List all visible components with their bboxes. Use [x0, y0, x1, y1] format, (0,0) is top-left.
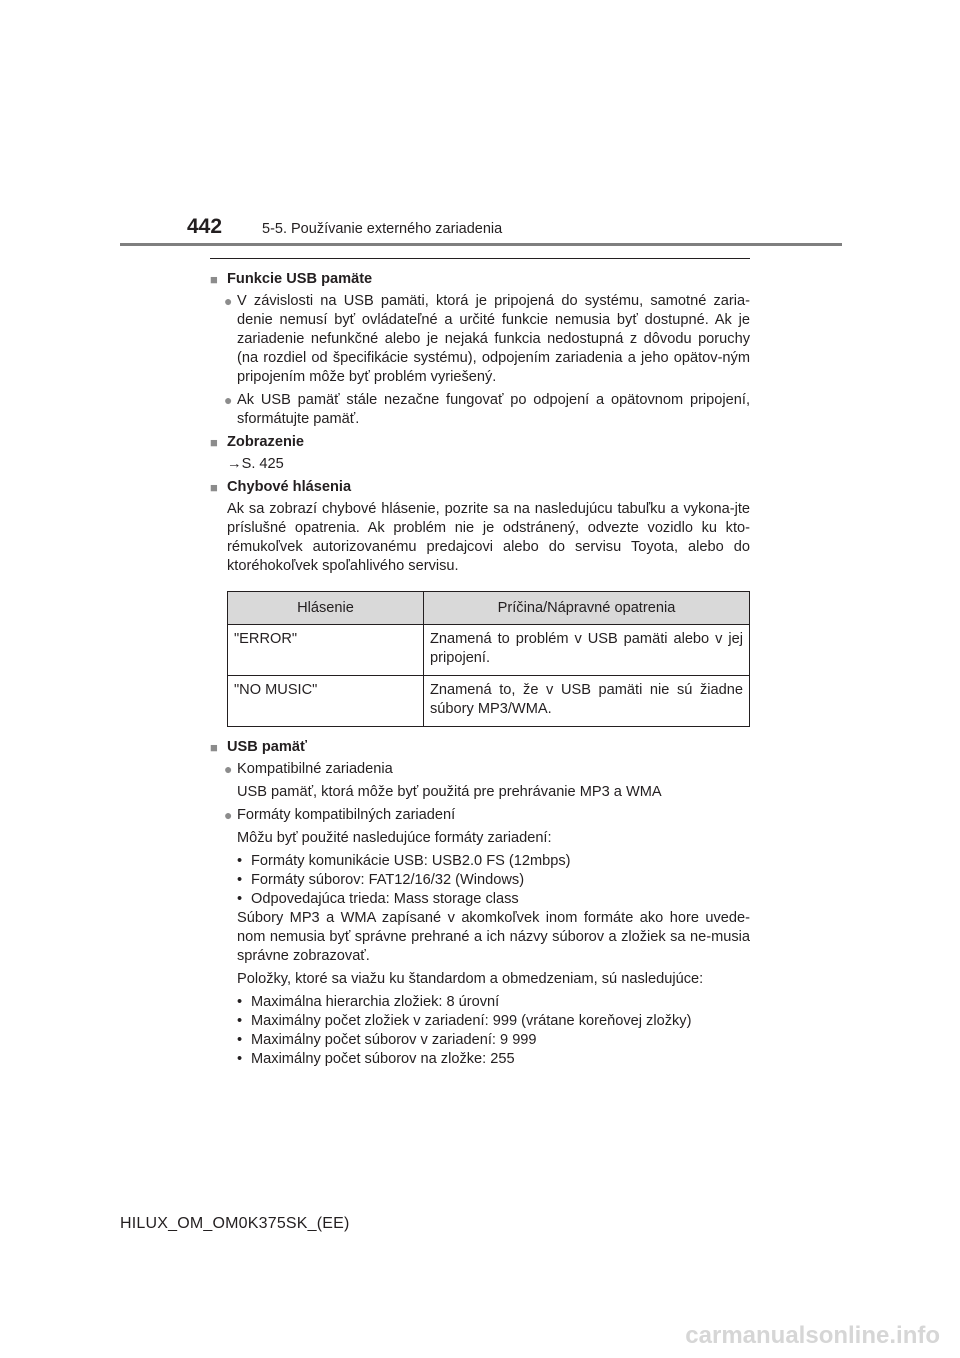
- list-item: [210, 890, 750, 909]
- table-cell: Znamená to problém v USB pamäti alebo v jej pripojení.: [424, 625, 750, 676]
- heading-text: Chybové hlásenia: [227, 479, 352, 495]
- page-content: [210, 266, 750, 1069]
- table-row: [228, 625, 750, 676]
- list-item: [210, 391, 750, 429]
- dot-bullet-icon: ●: [224, 761, 233, 777]
- table-cell: "NO MUSIC": [228, 676, 424, 727]
- list-item-text: Maximálna hierarchia zložiek: 8 úrovní: [251, 994, 500, 1010]
- document-code: HILUX_OM_OM0K375SK_(EE): [120, 1215, 350, 1232]
- error-messages-table: [227, 591, 750, 727]
- list-item: [210, 806, 750, 825]
- bullet-text: Kompatibilné zariadenia: [237, 761, 393, 777]
- bullet-mark: •: [237, 1051, 243, 1067]
- square-bullet-icon: ■: [210, 435, 218, 450]
- dot-bullet-icon: ●: [224, 807, 233, 823]
- list-item: [210, 871, 750, 890]
- page-reference: →S. 425: [227, 456, 284, 472]
- table-cell: "ERROR": [228, 625, 424, 676]
- compatible-text: USB pamäť, ktorá môže byť použitá pre prehrávanie MP3 a WMA: [237, 784, 662, 800]
- header-rule: [120, 243, 842, 246]
- formats-note: Súbory MP3 a WMA zapísané v akomkoľvek inom formáte ako hore uvede-nom nemusia byť správne prehrané a ich názvy súborov a zložiek sa ne-musia správne zobrazovať.: [237, 910, 750, 964]
- heading-text: USB pamäť: [227, 739, 307, 755]
- dot-bullet-icon: ●: [224, 293, 233, 309]
- bullet-mark: •: [237, 994, 243, 1010]
- list-item-text: Maximálny počet zložiek v zariadení: 999 (vrátane koreňovej zložky): [251, 1013, 692, 1029]
- square-bullet-icon: ■: [210, 272, 218, 287]
- list-item: [210, 993, 750, 1012]
- bullet-text: V závislosti na USB pamäti, ktorá je pripojená do systému, samotné zaria-denie nemusí byť ovládateľné a určité funkcie nemusia byť dostupné. Ak je zariadenie nefunkčné alebo je nejaká funkcia nedostupná z dôvodu poruchy (na rozdiel od špecifikácie systému), odpojením zariadenia a jeho opätov-ným pripojením môže byť problém vyriešený.: [237, 293, 750, 385]
- heading-usb-memory: [210, 738, 750, 757]
- errors-paragraph: Ak sa zobrazí chybové hlásenie, pozrite sa na nasledujúcu tabuľku a vykona-jte príslušné opatrenia. Ak problém nie je odstránený, odvezte vozidlo ku kto-rémukoľvek autorizovanému predajcovi alebo do servisu Toyota, alebo do ktoréhokoľvek spoľahlivého servisu.: [227, 501, 750, 574]
- watermark: carmanualsonline.info: [685, 1322, 940, 1349]
- list-item: [210, 1050, 750, 1069]
- list-item-text: Maximálny počet súborov v zariadení: 9 999: [251, 1032, 537, 1048]
- list-item: [210, 1031, 750, 1050]
- content-rule: [210, 258, 750, 259]
- table-cell: Znamená to, že v USB pamäti nie sú žiadne súbory MP3/WMA.: [424, 676, 750, 727]
- heading-usb-functions: [210, 270, 750, 289]
- bullet-mark: •: [237, 853, 243, 869]
- limits-intro: Položky, ktoré sa viažu ku štandardom a obmedzeniam, sú nasledujúce:: [237, 971, 704, 987]
- bullet-mark: •: [237, 1032, 243, 1048]
- bullet-mark: •: [237, 872, 243, 888]
- section-title: 5-5. Používanie externého zariadenia: [262, 221, 503, 237]
- list-item: [210, 760, 750, 779]
- dot-bullet-icon: ●: [224, 392, 233, 408]
- bullet-mark: •: [237, 1013, 243, 1029]
- bullet-text: Formáty kompatibilných zariadení: [237, 807, 456, 823]
- square-bullet-icon: ■: [210, 740, 218, 755]
- heading-text: Zobrazenie: [227, 434, 305, 450]
- list-item: [210, 1012, 750, 1031]
- heading-errors: [210, 478, 750, 497]
- heading-text: Funkcie USB pamäte: [227, 271, 373, 287]
- heading-display: [210, 433, 750, 452]
- page-number: 442: [187, 215, 223, 238]
- limits-list: [210, 993, 750, 1069]
- bullet-text: Ak USB pamäť stále nezačne fungovať po odpojení a opätovnom pripojení, sformátujte pamäť.: [237, 392, 750, 427]
- list-item-text: Maximálny počet súborov na zložke: 255: [251, 1051, 515, 1067]
- table-row: [228, 676, 750, 727]
- table-header-row: [228, 592, 750, 625]
- bullet-mark: •: [237, 891, 243, 907]
- list-item-text: Formáty komunikácie USB: USB2.0 FS (12mbps): [251, 853, 571, 869]
- list-item: [210, 292, 750, 387]
- list-item-text: Formáty súborov: FAT12/16/32 (Windows): [251, 872, 525, 888]
- list-item: [210, 852, 750, 871]
- list-item-text: Odpovedajúca trieda: Mass storage class: [251, 891, 519, 907]
- square-bullet-icon: ■: [210, 480, 218, 495]
- formats-list: [210, 852, 750, 909]
- column-header: Hlásenie: [228, 592, 424, 625]
- formats-intro: Môžu byť použité nasledujúce formáty zariadení:: [237, 830, 552, 846]
- column-header: Príčina/Nápravné opatrenia: [424, 592, 750, 625]
